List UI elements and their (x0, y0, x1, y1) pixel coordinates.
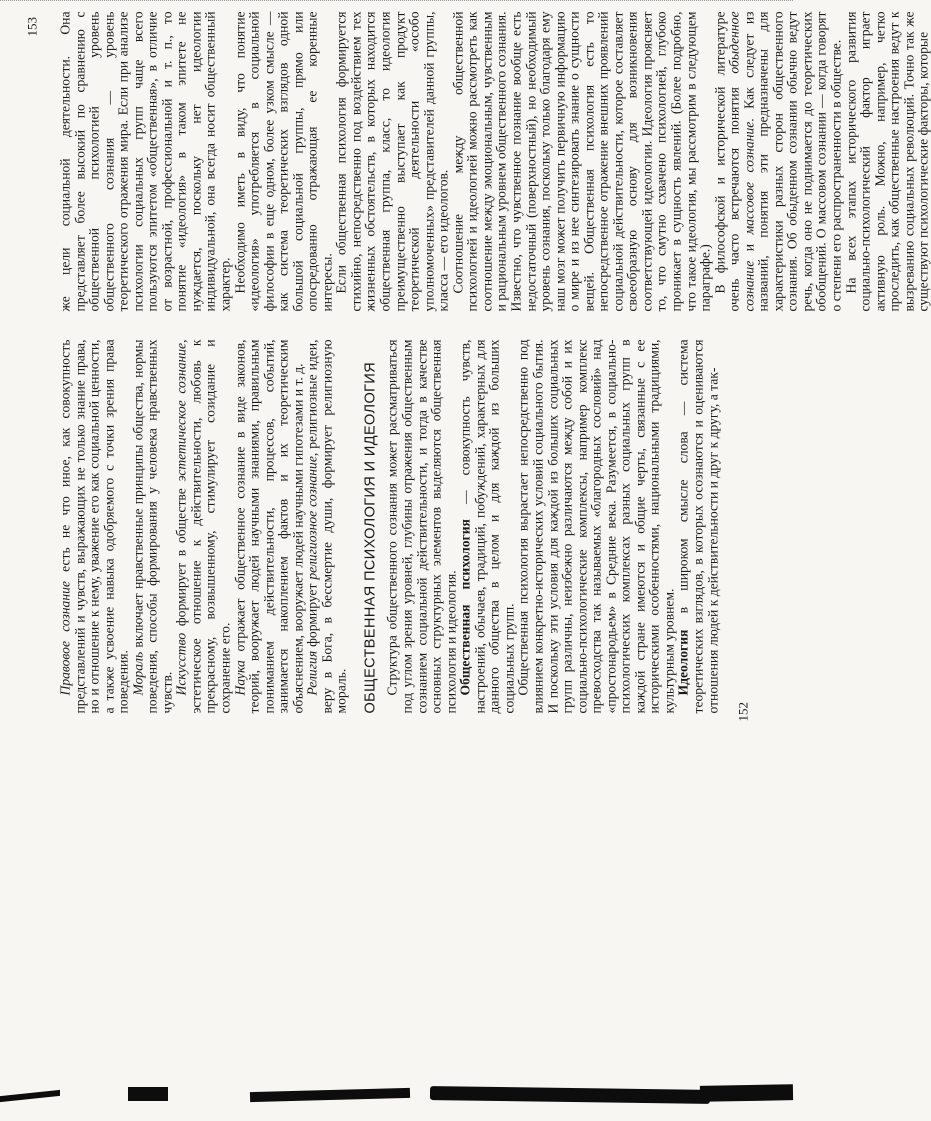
right-page-column (57, 11, 931, 311)
paragraph-text: формирует в обществе (173, 481, 189, 633)
paragraph-ideology-narrow-sense (233, 11, 335, 311)
paragraph-ideology-definition (676, 339, 720, 713)
paragraph-religion (305, 339, 349, 713)
paragraph-text: Структура общественного сознания может рассматриваться под углом зрения уровней, глубины отражения общественным сознанием социальной действительности, и тогда в качестве основных структурных элементов выделяются общественная психология и идеология. (384, 339, 458, 713)
term: Искусство (173, 632, 189, 695)
paragraph-text: отражает общественное сознание в виде законов, теорий, вооружает людей научными знаниями, правильным пониманием действительности, процессов, событий, занимается накоплением фактов и их теоретическим объяснением, вооружает людей научными гипотезами и т. д. (231, 339, 305, 713)
paragraph-text: — совокупность чувств, настроений, обычаев, традиций, побуждений, характерных для данного общества в целом и для каждой из больших социальных групп. (457, 339, 516, 713)
paragraph-psychological-factor (844, 11, 931, 311)
term: Религия (304, 650, 320, 695)
paragraph-text: , религиозные идеи, веру в Бога, в бессмертие души, формирует религиозную мораль. (304, 339, 349, 713)
paragraph-text: в широком смысле слова — система теоретических взглядов, в которых осознаются и оцениваются отношения людей к действительности и друг к другу, а так- (675, 339, 720, 713)
paragraph-text: есть не что иное, как совокупность представлений и чувств, выражающих не только знание права, но и отношение к нему, уважение его как социальной ценности, а также усвоение навыка одобряемого с точки зрения права поведения. (57, 339, 131, 713)
paragraph-art (174, 339, 232, 713)
paragraph-text: В философской и исторической литературе очень часто встречаются понятия (711, 11, 742, 311)
paragraph-text: Соотношение между общественной психологией и идеологией можно рассмотреть как соотношение между эмоциональным, чувственным и рациональным уровнем общественного сознания. Известно, что чувственное познание вообще есть недостаточный (поверхностный), но необходимый уровень сознания, поскольку только благодаря ему наш мозг может получить первичную информацию о мире и из нее синтезировать знание о сущности вещей. Общественная психология есть то непосредственное отражение внешних проявлений социальной действительности, которое составляет своеобразную основу для возникновения соответствующей идеологии. Идеология проясняет то, что смутно схвачено психологией, глубоко проникает в сущность явлений. (Более подробно, что такое идеология, мы рассмотрим в следующем параграфе.) (449, 11, 713, 311)
term: массовое сознание (740, 121, 756, 234)
term: Мораль (129, 651, 145, 695)
left-page-column (58, 339, 718, 713)
paragraph-structure (385, 339, 458, 713)
paragraph-text: же цели социальной деятельности. Она представляет более высокий по сравнению с общественной психологией уровень общественного сознания — уровень теоретического отражения мира. Если при анализе психологии социальных групп чаще всего пользуются эпитетом «общественная», в отличие от возрастной, профессиональной и т. п., то понятие «идеология» в таком эпитете не нуждается, поскольку нет идеологии индивидуальной, она всегда носит общественный характер. (57, 11, 233, 311)
paragraph-text: На всех этапах исторического развития социально-психологический фактор играет активную роль. Можно, например, четко проследить, как общественные настроения ведут к вызреванию социальных революций. Точно так же существуют психологические факторы, которые (842, 11, 931, 311)
term: Наука (231, 659, 247, 695)
section-heading: ОБЩЕСТВЕННАЯ ПСИХОЛОГИЯ И ИДЕОЛОГИЯ (361, 361, 378, 713)
term: обыденное сознание (726, 11, 756, 311)
page-number-left: 152 (735, 701, 750, 721)
scan-artifact (700, 1084, 793, 1102)
paragraph-text: включает нравственные принципы общества, нормы поведения, способы формирования у человека нравственных чувств. (129, 339, 174, 713)
bold-term: Идеология (675, 629, 691, 695)
paragraph-legal-consciousness (58, 339, 131, 713)
paragraph-social-psychology-origin (516, 339, 676, 713)
paragraph-ideology-level (58, 11, 233, 311)
paragraph-text: , эстетическое отношение к действительности, любовь к прекрасному, возвышенному, стимулирует созидание и сохранение его. (173, 339, 233, 713)
paragraph-text: и (740, 234, 756, 261)
paragraph-science (233, 339, 306, 713)
paragraph-text: формирует (304, 579, 320, 651)
paragraph-everyday-mass-consciousness (713, 11, 844, 311)
term: эстетическое сознание (173, 342, 189, 481)
paragraph-morality (131, 339, 175, 713)
paragraph-text: Общественная психология вырастает непосредственно под влиянием конкретно-исторических условий социального бытия. И поскольку эти условия для каждой из больших социальных групп различны, неизбежно различаются между собой и их социально-психологические комплексы, например комплекс превосходства так называемых «благородных сословий» над «простонародьем» в Средние века. Разумеется, в социально-психологических комплексах разных социальных групп в каждой стране имеются и общие черты, связанные с ее историческими особенностями, национальными традициями, культурным уровнем. (515, 339, 676, 713)
page-number-right: 153 (24, 16, 39, 36)
paragraph-text: Необходимо иметь в виду, что понятие «идеология» употребляется в социальной философии в еще одном, более узком смысле — как система теоретических взглядов одной большой социальной группы, прямо или опосредованно отражающая ее коренные интересы. (231, 11, 334, 311)
paragraph-ideology-vs-psychology (334, 11, 450, 311)
scan-artifact (128, 1087, 168, 1101)
paragraph-text: Если общественная психология формируется стихийно, непосредственно под воздействием тех жизненных обстоятельств, в которых находится общественная группа, класс, то идеология преимущественно выступает как продукт теоретической деятельности «особо уполномоченных» представителей данной группы, класса — его идеологов. (333, 11, 451, 311)
paragraph-social-psychology-definition (458, 339, 516, 713)
term: религиозное сознание (304, 455, 320, 580)
bold-term: Общественная психология (457, 518, 473, 695)
term: Правовое сознание (57, 580, 72, 695)
paragraph-relation (451, 11, 713, 311)
paragraph-text: . Как следует из названий, понятия эти предназначены для характеристики разных сторон общественного сознания. Об обыденном сознании обычно ведут речь, когда оно не поднимается до теоретических обобщений. О массовом сознании — когда говорят о степени его распространенности в обществе. (740, 11, 843, 311)
